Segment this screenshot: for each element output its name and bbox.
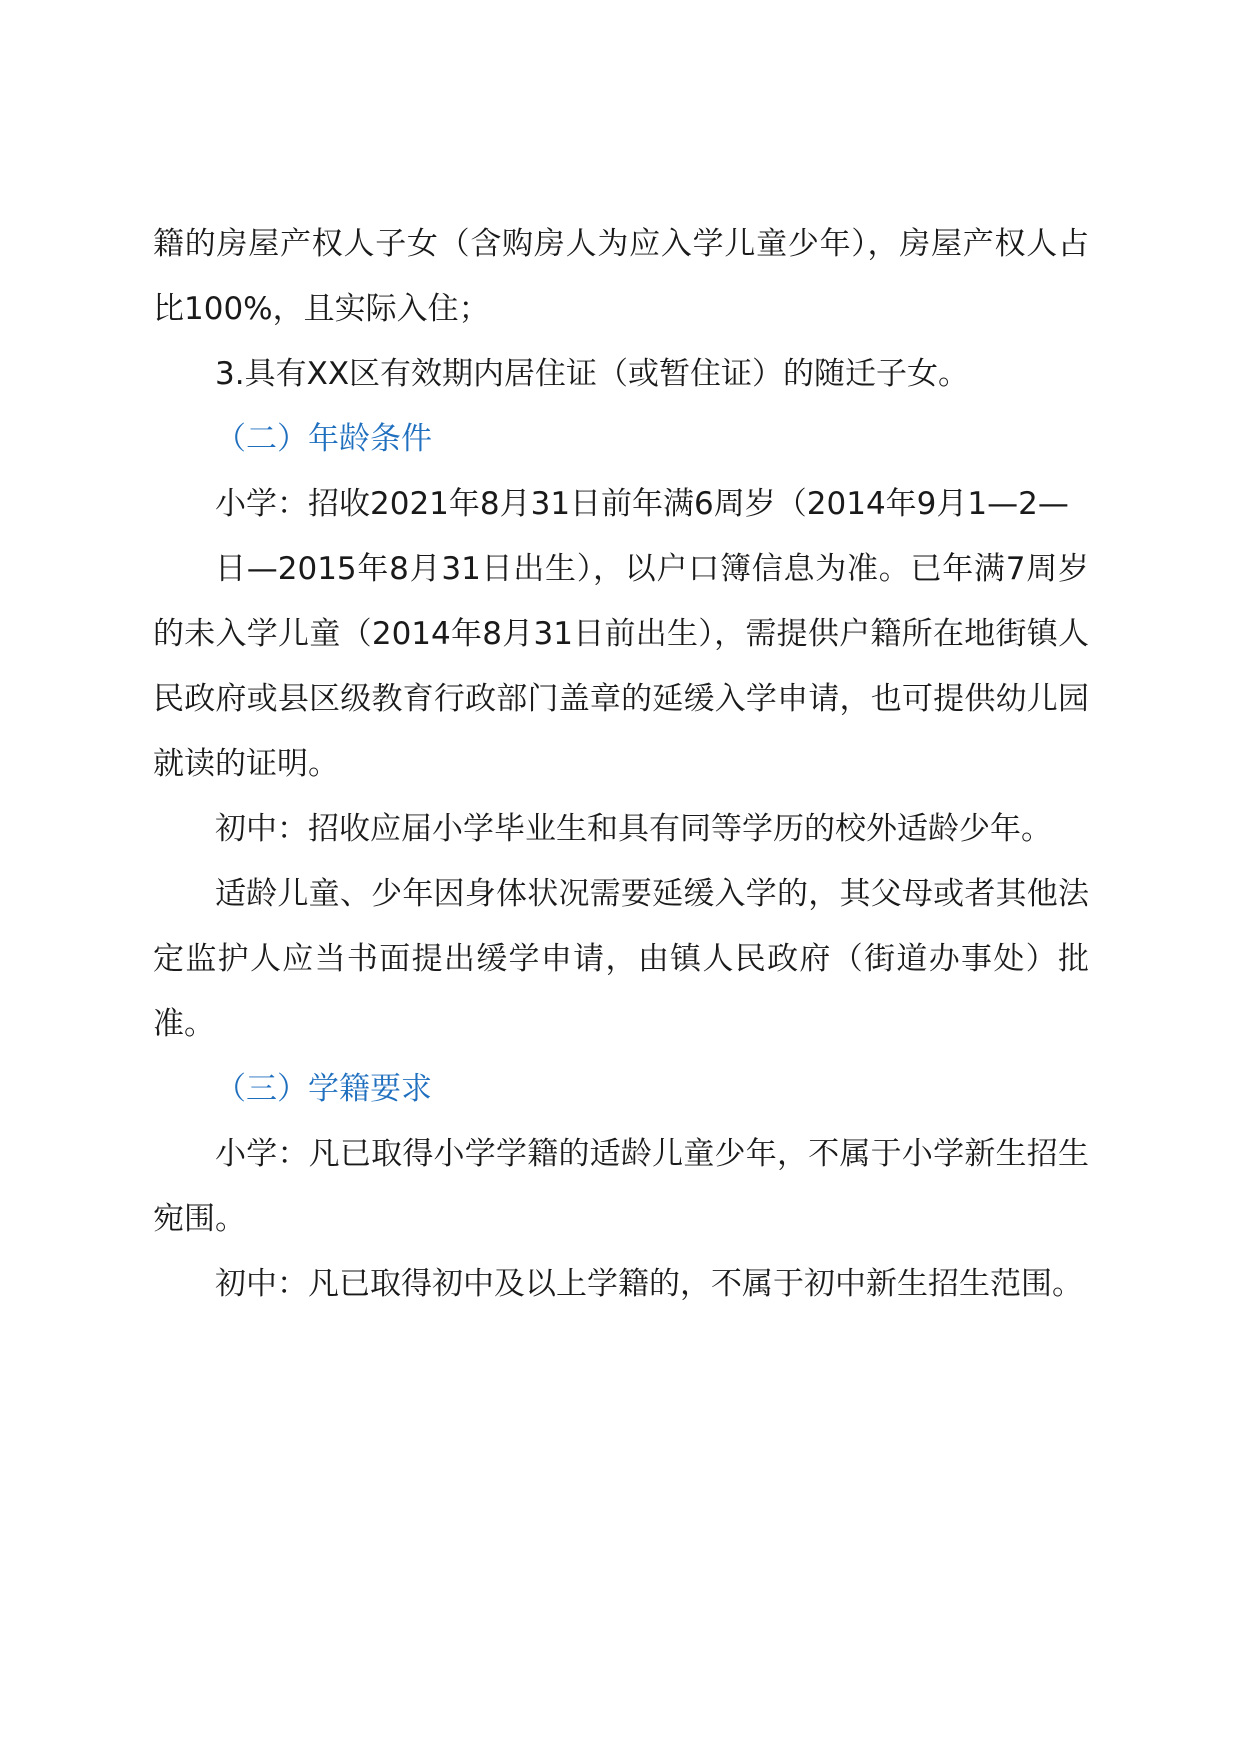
paragraph-junior-high-status: 初中：凡已取得初中及以上学籍的，不属于初中新生招生范围。 [215, 1266, 1083, 1302]
paragraph-primary-age: 小学：招收2021年8月31日前年满6周岁（2014年9月1—2— [215, 486, 1069, 522]
section-heading-student-status: （三）学籍要求 [215, 1071, 432, 1107]
document-body [153, 212, 1089, 1317]
paragraph-junior-high-age: 初中：招收应届小学毕业生和具有同等学历的校外适龄少年。 [215, 811, 1052, 847]
section-heading-age-requirements: （二）年龄条件 [215, 421, 432, 457]
paragraph-primary-status: 小学：凡已取得小学学籍的适龄儿童少年，不属于小学新生招生宛围。 [153, 1136, 1089, 1237]
paragraph-property-owner-continued: 籍的房屋产权人子女（含购房人为应入学儿童少年），房屋产权人占比100%，且实际入住； [153, 226, 1089, 327]
paragraph-residence-permit: 3.具有XX区有效期内居住证（或暂住证）的随迁子女。 [215, 356, 970, 392]
paragraph-deferred-enrollment: 适龄儿童、少年因身体状况需要延缓入学的，其父母或者其他法定监护人应当书面提出缓学申请，由镇人民政府（街道办事处）批准。 [153, 876, 1089, 1042]
paragraph-primary-age-continued: 日—2015年8月31日出生），以户口簿信息为准。已年满7周岁的未入学儿童（2014年8月31日前出生），需提供户籍所在地街镇人民政府或县区级教育行政部门盖章的延缓入学申请，也可提供幼儿园就读的证明。 [153, 551, 1089, 782]
